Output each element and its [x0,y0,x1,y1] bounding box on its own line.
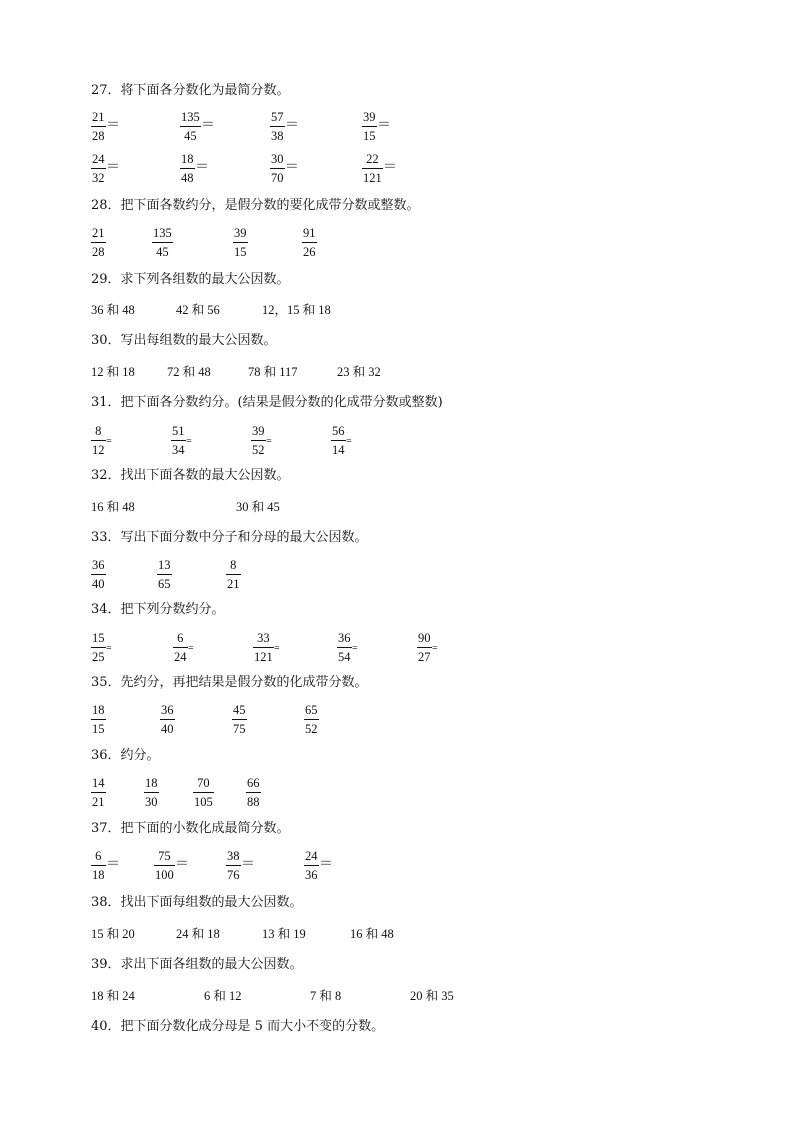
denominator: 38 [271,129,284,143]
fraction [233,226,248,260]
question-30-prompt: 30．写出每组数的最大公因数。 [91,333,277,348]
numerator: 38 [227,849,240,863]
fraction [362,110,377,144]
fraction [193,776,214,810]
fraction [304,703,319,737]
equals-sign: ＝ [195,160,209,175]
numerator: 8 [95,424,102,438]
fraction [226,558,241,592]
number-group: 16 和 48 [91,500,135,514]
fraction [152,226,173,260]
number-group: 6 和 12 [204,989,242,1003]
denominator: 54 [338,650,351,664]
denominator: 36 [305,868,318,882]
denominator: 18 [92,868,105,882]
numerator: 90 [418,631,431,645]
equals-sign: = [346,436,352,447]
numerator: 18 [181,152,194,166]
numerator: 24 [305,849,318,863]
number-group: 24 和 18 [176,927,220,941]
denominator: 52 [252,443,265,457]
numerator: 91 [303,226,316,240]
question-28-prompt: 28．把下面各数约分，是假分数的要化成带分数或整数。 [91,198,420,213]
number-group: 12，15 和 18 [262,303,331,317]
denominator: 12 [92,443,105,457]
numerator: 14 [92,776,105,790]
equals-sign: ＝ [175,857,189,872]
numerator: 56 [332,424,345,438]
equals-sign: ＝ [319,857,333,872]
denominator: 88 [247,795,260,809]
numerator: 6 [177,631,184,645]
numerator: 15 [92,631,105,645]
question-27-row [0,152,794,192]
denominator: 48 [181,171,194,185]
denominator: 105 [194,795,213,809]
number-group: 20 和 35 [410,989,454,1003]
fraction [144,776,159,810]
denominator: 52 [305,722,318,736]
question-27-row [0,110,794,150]
denominator: 27 [418,650,431,664]
denominator: 100 [155,868,174,882]
fraction [337,631,352,665]
number-group: 7 和 8 [310,989,342,1003]
question-39-prompt: 39．求出下面各组数的最大公因数。 [91,957,303,972]
equals-sign: = [106,436,112,447]
number-group: 42 和 56 [176,303,220,317]
number-group: 16 和 48 [350,927,394,941]
question-37-prompt: 37．把下面的小数化成最简分数。 [91,821,290,836]
number-group: 15 和 20 [91,927,135,941]
equals-sign: ＝ [106,160,120,175]
fraction [154,849,175,883]
numerator: 39 [363,110,376,124]
equals-sign: = [266,436,272,447]
fraction [91,776,106,810]
question-27-prompt: 27．将下面各分数化为最简分数。 [91,83,290,98]
equals-sign: = [274,643,280,654]
equals-sign: = [432,643,438,654]
denominator: 40 [92,577,105,591]
question-31-row [0,424,794,464]
fraction [91,558,106,592]
number-group: 13 和 19 [262,927,306,941]
fraction [270,110,285,144]
question-37-row [0,849,794,889]
fraction [362,152,383,186]
number-group: 72 和 48 [167,365,211,379]
denominator: 76 [227,868,240,882]
question-38-prompt: 38．找出下面每组数的最大公因数。 [91,895,303,910]
fraction [251,424,266,458]
numerator: 66 [247,776,260,790]
equals-sign: ＝ [201,118,215,133]
numerator: 36 [92,558,105,572]
denominator: 70 [271,171,284,185]
denominator: 40 [161,722,174,736]
numerator: 6 [95,849,102,863]
equals-sign: = [188,643,194,654]
equals-sign: ＝ [106,857,120,872]
equals-sign: ＝ [285,118,299,133]
denominator: 14 [332,443,345,457]
numerator: 8 [230,558,237,572]
question-36-row [0,776,794,816]
denominator: 15 [92,722,105,736]
denominator: 34 [172,443,185,457]
numerator: 39 [252,424,265,438]
question-28-row [0,226,794,266]
numerator: 18 [92,703,105,717]
denominator: 28 [92,129,105,143]
fraction [304,849,319,883]
numerator: 13 [158,558,171,572]
question-35-row [0,703,794,743]
fraction [173,631,188,665]
number-group: 12 和 18 [91,365,135,379]
denominator: 45 [184,129,197,143]
fraction [232,703,247,737]
numerator: 75 [158,849,171,863]
denominator: 15 [363,129,376,143]
numerator: 135 [153,226,172,240]
equals-sign: ＝ [241,857,255,872]
numerator: 51 [172,424,185,438]
question-34-row [0,631,794,671]
denominator: 21 [92,795,105,809]
equals-sign: ＝ [383,160,397,175]
numerator: 21 [92,226,105,240]
fraction [180,152,195,186]
equals-sign: = [186,436,192,447]
fraction [331,424,346,458]
question-36-prompt: 36．约分。 [91,748,160,763]
fraction [157,558,172,592]
fraction [246,776,261,810]
number-group: 78 和 117 [248,365,298,379]
question-35-prompt: 35．先约分，再把结果是假分数的化成带分数。 [91,675,368,690]
numerator: 57 [271,110,284,124]
question-33-prompt: 33．写出下面分数中分子和分母的最大公因数。 [91,530,368,545]
question-29-prompt: 29．求下列各组数的最大公因数。 [91,272,290,287]
number-group: 30 和 45 [236,500,280,514]
question-34-prompt: 34．把下列分数约分。 [91,602,225,617]
denominator: 25 [92,650,105,664]
equals-sign: = [106,643,112,654]
numerator: 45 [233,703,246,717]
question-31-prompt: 31．把下面各分数约分。(结果是假分数的化成带分数或整数) [91,395,443,410]
fraction [91,226,106,260]
fraction [91,424,106,458]
numerator: 135 [181,110,200,124]
denominator: 30 [145,795,158,809]
denominator: 32 [92,171,105,185]
number-group: 18 和 24 [91,989,135,1003]
denominator: 75 [233,722,246,736]
fraction [171,424,186,458]
question-32-prompt: 32．找出下面各数的最大公因数。 [91,468,290,483]
numerator: 36 [161,703,174,717]
equals-sign: ＝ [285,160,299,175]
fraction [160,703,175,737]
numerator: 21 [92,110,105,124]
denominator: 45 [156,245,169,259]
denominator: 28 [92,245,105,259]
denominator: 121 [363,171,382,185]
fraction [91,703,106,737]
number-group: 36 和 48 [91,303,135,317]
fraction [91,849,106,883]
fraction [253,631,274,665]
denominator: 65 [158,577,171,591]
equals-sign: ＝ [377,118,391,133]
fraction [91,110,106,144]
numerator: 24 [92,152,105,166]
denominator: 121 [254,650,273,664]
denominator: 21 [227,577,240,591]
numerator: 22 [366,152,379,166]
denominator: 24 [174,650,187,664]
numerator: 70 [197,776,210,790]
number-group: 23 和 32 [337,365,381,379]
fraction [91,631,106,665]
equals-sign: = [352,643,358,654]
fraction [302,226,317,260]
denominator: 26 [303,245,316,259]
numerator: 39 [234,226,247,240]
equals-sign: ＝ [106,118,120,133]
fraction [270,152,285,186]
numerator: 30 [271,152,284,166]
fraction [226,849,241,883]
question-33-row [0,558,794,598]
numerator: 33 [257,631,270,645]
fraction [91,152,106,186]
fraction [417,631,432,665]
numerator: 18 [145,776,158,790]
numerator: 36 [338,631,351,645]
denominator: 15 [234,245,247,259]
numerator: 65 [305,703,318,717]
fraction [180,110,201,144]
question-40-prompt: 40．把下面分数化成分母是 5 而大小不变的分数。 [91,1019,385,1034]
